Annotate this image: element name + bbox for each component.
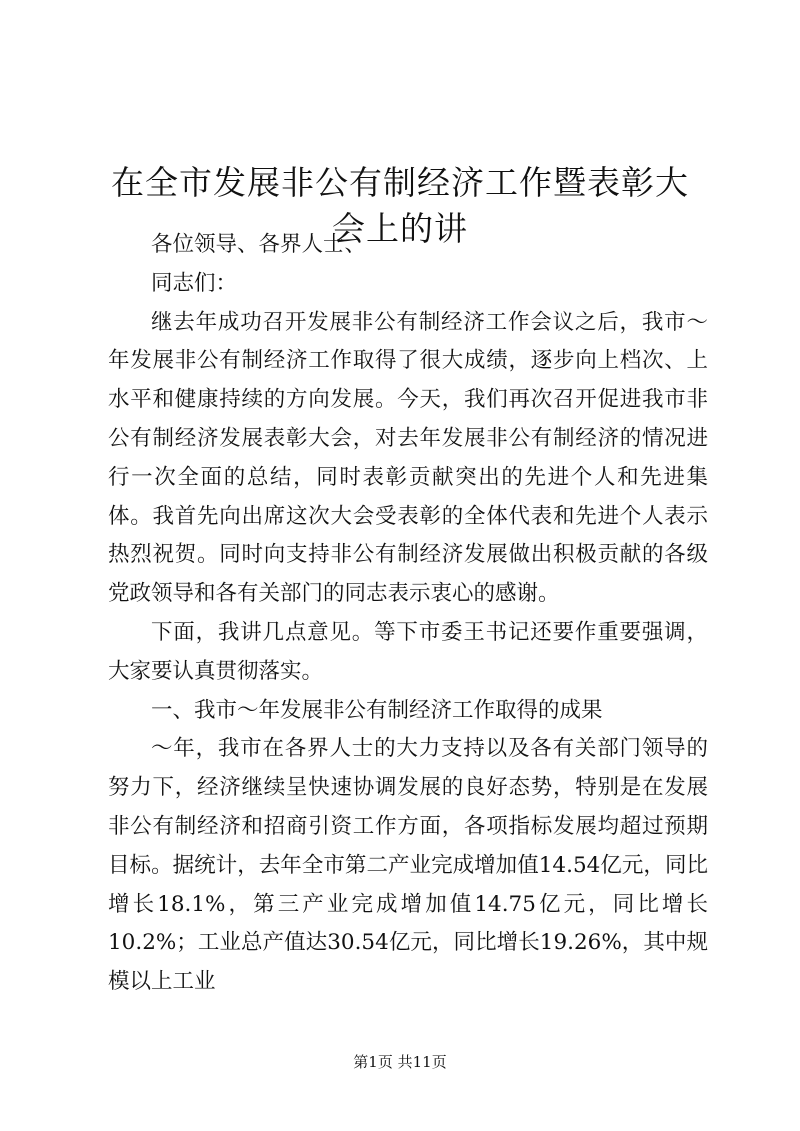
paragraph-intro: 继去年成功召开发展非公有制经济工作会议之后，我市～年发展非公有制经济工作取得了很大成绩，逐步向上档次、上水平和健康持续的方向发展。今天，我们再次召开促进我市非公有制经济发展表彰大会，对去年发展非公有制经济的情况进行一次全面的总结，同时表彰贡献突出的先进个人和先进集体。我首先向出席这次大会受表彰的全体代表和先进个人表示热烈祝贺。同时向支持非公有制经济发展做出积极贡献的各级党政领导和各有关部门的同志表示衷心的感谢。 xyxy=(108,309,708,607)
document-title: 在全市发展非公有制经济工作暨表彰大会上的讲 xyxy=(111,163,689,249)
paragraph-salutation-2: 同志们： xyxy=(151,270,238,296)
section-heading: 一、我市～年发展非公有制经济工作取得的成果 xyxy=(151,697,603,723)
document-body xyxy=(108,226,708,1002)
paragraph-results: ～年，我市在各界人士的大力支持以及各有关部门领导的努力下，经济继续呈快速协调发展的良好态势，特别是在发展非公有制经济和招商引资工作方面，各项指标发展均超过预期目标。据统计，去年全市第二产业完成增加值14.54亿元，同比增长18.1%，第三产业完成增加值14.75亿元，同比增长10.2%；工业总产值达30.54亿元，同比增长19.26%，其中规模以上工业 xyxy=(108,736,708,995)
paragraph-salutation-1: 各位领导、各界人士、 xyxy=(151,232,367,257)
paragraph-remarks: 下面，我讲几点意见。等下市委王书记还要作重要强调，大家要认真贯彻落实。 xyxy=(108,619,708,684)
page-footer: 第1页 共11页 xyxy=(353,1053,447,1071)
